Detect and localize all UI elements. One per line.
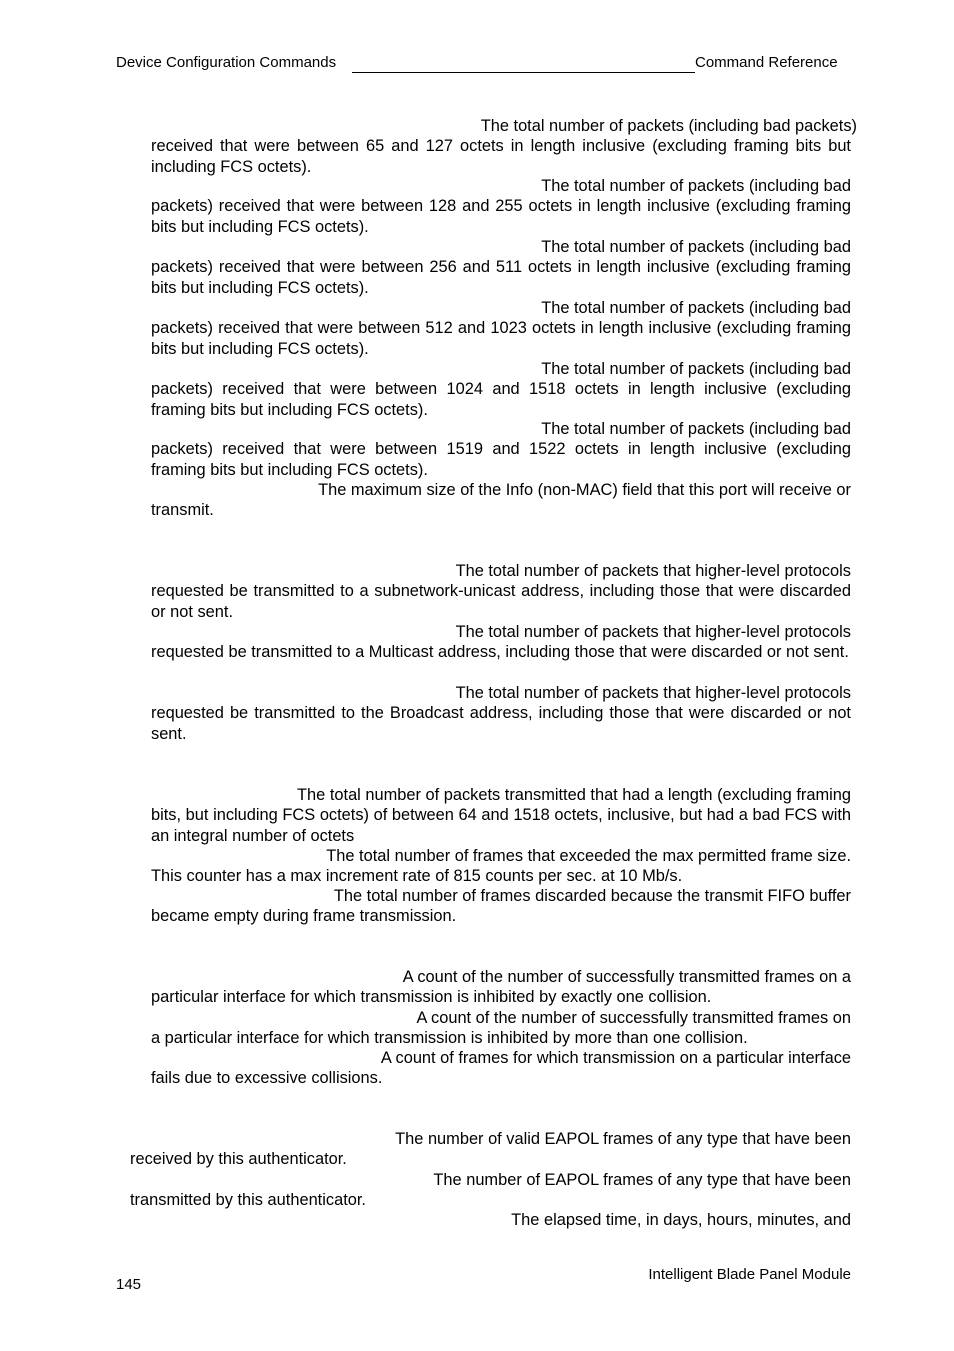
paragraph <box>151 846 851 887</box>
paragraph-lead: The number of valid EAPOL frames of any type that have been <box>395 1130 851 1148</box>
paragraph <box>151 419 851 480</box>
paragraph-lead: The elapsed time, in days, hours, minutes, and <box>511 1211 851 1229</box>
paragraph-lead: The number of EAPOL frames of any type that have been <box>433 1171 851 1189</box>
paragraph <box>151 480 851 521</box>
paragraph-body: packets) received that were between 1024 and 1518 octets in length inclusive (excluding framing bits but including FCS octets). <box>151 380 851 419</box>
paragraph-lead: The total number of packets (including bad <box>541 420 851 438</box>
paragraph-lead: The maximum size of the Info (non-MAC) field that this port will receive or <box>318 481 851 499</box>
paragraph <box>151 237 851 298</box>
paragraph-body: received that were between 65 and 127 octets in length inclusive (excluding framing bits but including FCS octets). <box>151 137 851 176</box>
paragraph-body: This counter has a max increment rate of 815 counts per sec. at 10 Mb/s. <box>151 867 683 886</box>
paragraph <box>151 683 851 744</box>
paragraph-body: fails due to excessive collisions. <box>151 1069 383 1088</box>
paragraph <box>151 1008 851 1049</box>
paragraph-body: packets) received that were between 1519 and 1522 octets in length inclusive (excluding framing bits but including FCS octets). <box>151 440 851 479</box>
paragraph <box>151 622 851 663</box>
paragraph <box>151 359 851 420</box>
paragraph-body: became empty during frame transmission. <box>151 907 457 926</box>
footer-title: Intelligent Blade Panel Module <box>648 1266 851 1283</box>
paragraph-lead: The total number of packets that higher-level protocols <box>455 684 851 702</box>
paragraph-body: packets) received that were between 512 and 1023 octets in length inclusive (excluding framing bits but including FCS octets). <box>151 319 851 358</box>
paragraph-lead: A count of the number of successfully transmitted frames on a <box>402 968 851 986</box>
header-rule <box>352 72 695 73</box>
paragraph-body: a particular interface for which transmission is inhibited by more than one collision. <box>151 1029 748 1048</box>
paragraph <box>151 967 851 1008</box>
paragraph-lead: A count of the number of successfully transmitted frames on <box>416 1009 851 1027</box>
paragraph-lead: The total number of packets that higher-level protocols <box>455 562 851 580</box>
paragraph-body: bits, but including FCS octets) of between 64 and 1518 octets, inclusive, but had a bad FCS with an integral number of octets <box>151 806 851 845</box>
paragraph-lead: The total number of packets (including bad <box>541 299 851 317</box>
paragraph <box>130 1170 851 1211</box>
paragraph <box>130 1129 851 1170</box>
paragraph-lead: The total number of frames that exceeded the max permitted frame size. <box>326 847 851 865</box>
paragraph-body: transmit. <box>151 501 214 520</box>
paragraph <box>151 785 851 846</box>
paragraph-lead: The total number of packets (including bad <box>541 177 851 195</box>
paragraph <box>151 886 851 927</box>
paragraph-body: packets) received that were between 128 and 255 octets in length inclusive (excluding framing bits but including FCS octets). <box>151 197 851 236</box>
paragraph-lead: The total number of packets transmitted that had a length (excluding framing <box>297 786 851 804</box>
paragraph <box>151 176 851 237</box>
paragraph-lead: The total number of frames discarded because the transmit FIFO buffer <box>333 887 851 905</box>
paragraph-lead: The total number of packets (including bad <box>541 238 851 256</box>
paragraph-lead: The total number of packets that higher-level protocols <box>455 623 851 641</box>
paragraph-lead: The total number of packets (including bad <box>541 360 851 378</box>
page-number: 145 <box>116 1276 142 1293</box>
paragraph <box>151 298 851 359</box>
paragraph-lead: The total number of packets (including bad packets) <box>480 117 857 135</box>
paragraph <box>130 1210 851 1230</box>
paragraph <box>151 561 851 622</box>
paragraph-body: requested be transmitted to a subnetwork-unicast address, including those that were discarded or not sent. <box>151 582 851 621</box>
paragraph-body: requested be transmitted to a Multicast address, including those that were discarded or not sent. <box>151 643 849 662</box>
paragraph-body: particular interface for which transmission is inhibited by exactly one collision. <box>151 988 712 1007</box>
paragraph-body: received by this authenticator. <box>130 1150 347 1169</box>
running-header-right: Command Reference <box>695 54 838 71</box>
paragraph-lead: A count of frames for which transmission on a particular interface <box>380 1049 851 1067</box>
paragraph-body: packets) received that were between 256 and 511 octets in length inclusive (excluding framing bits but including FCS octets). <box>151 258 851 297</box>
paragraph-body: transmitted by this authenticator. <box>130 1191 366 1210</box>
paragraph-body: requested be transmitted to the Broadcast address, including those that were discarded or not sent. <box>151 704 851 743</box>
paragraph <box>151 116 857 177</box>
paragraph <box>151 1048 851 1089</box>
running-header-left: Device Configuration Commands <box>116 54 337 71</box>
